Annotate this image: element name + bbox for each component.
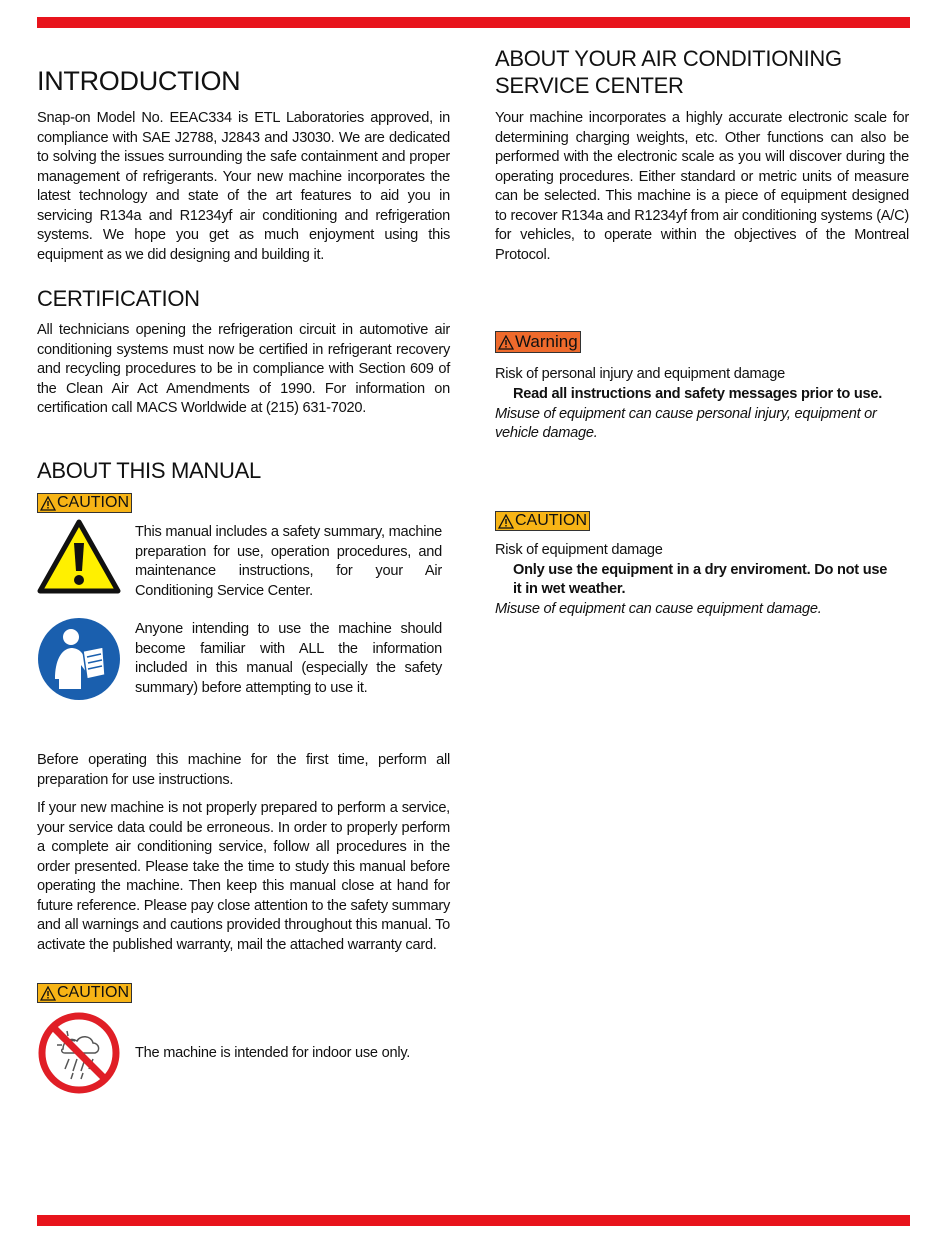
- warning-action-text: Read all instructions and safety messages prior to use.: [513, 386, 883, 402]
- bottom-red-bar: [37, 1215, 910, 1226]
- about-manual-heading: ABOUT THIS MANUAL: [37, 458, 261, 483]
- service-center-heading-line-2: SERVICE CENTER: [495, 73, 684, 98]
- warning-risk-text: Risk of personal injury and equipment damage: [495, 366, 785, 382]
- indoor-use-text: The machine is intended for indoor use only.: [135, 1045, 411, 1061]
- warning-triangle-icon: [498, 335, 514, 350]
- read-manual-icon: [37, 617, 121, 701]
- warning-badge: [495, 331, 581, 353]
- no-rain-icon: [37, 1011, 121, 1095]
- caution-label: CAUTION: [57, 494, 129, 511]
- caution-badge: [37, 493, 132, 513]
- before-operating-text: Before operating this machine for the first time, perform all preparation for use instructions.: [37, 752, 450, 788]
- certification-text: All technicians opening the refrigeration circuit in automotive air conditioning systems must now be certified in refrigerant recovery and recycling procedures to be in compliance with Section 609 of the Clean Air Act Amendments of 1990. For information on certification call MACS Worldwide at (215) 631-7020.: [37, 322, 450, 416]
- certification-heading: CERTIFICATION: [37, 286, 200, 311]
- warning-triangle-icon: [40, 986, 56, 1001]
- caution-badge: [37, 983, 132, 1003]
- caution-label: CAUTION: [57, 984, 129, 1001]
- service-center-heading-line-1: ABOUT YOUR AIR CONDITIONING: [495, 46, 842, 71]
- warning-triangle-icon: [40, 496, 56, 511]
- warning-label: Warning: [515, 332, 578, 351]
- caution-risk-text: Risk of equipment damage: [495, 542, 663, 558]
- introduction-text: Snap-on Model No. EEAC334 is ETL Laboratories approved, in compliance with SAE J2788, J2843 and J3030. We are dedicated to solving the issues surrounding the safe containment and proper management of refrigerants. Your new machine incorporates the latest technology and state of the art features to aid you in servicing R134a and R1234yf air conditioning and refrigeration systems. We hope you get as much enjoyment using this equipment as we did designing and building it.: [37, 110, 450, 263]
- preparation-text: If your new machine is not properly prepared to perform a service, your service data could be erroneous. In order to properly perform a complete air conditioning service, follow all procedures in the order presented. Please take the time to study this manual before operating the machine. Then keep this manual close at hand for future reference. Please pay close attention to the safety summary and all warnings and cautions provided throughout this manual. To activate the published warranty, mail the attached warranty card.: [37, 800, 450, 953]
- introduction-heading: INTRODUCTION: [37, 66, 241, 96]
- caution-label: CAUTION: [515, 512, 587, 529]
- warning-consequence-text: Misuse of equipment can cause personal injury, equipment or: [495, 406, 877, 422]
- top-red-bar: [37, 17, 910, 28]
- caution-action-text: it in wet weather.: [513, 581, 626, 597]
- warning-triangle-icon: [37, 519, 121, 595]
- warning-consequence-text: vehicle damage.: [495, 425, 598, 441]
- manual-item-text: This manual includes a safety summary, machine preparation for use, operation procedures, and maintenance instructions, for your Air Conditioning Service Center.: [135, 524, 442, 599]
- service-center-text: Your machine incorporates a highly accurate electronic scale for determining charging weights, etc. Other functions can also be performed with the electronic scale as you will discover during the operating procedures. Either standard or metric units of measure can be selected. This machine is a piece of equipment designed to recover R134a and R1234yf from air conditioning systems (A/C) for vehicles, to operate within the objectives of the Montreal Protocol.: [495, 110, 909, 263]
- warning-triangle-icon: [498, 514, 514, 529]
- caution-consequence-text: Misuse of equipment can cause equipment damage.: [495, 601, 822, 617]
- manual-item-text: Anyone intending to use the machine should become familiar with ALL the information included in this manual (especially the safety summary) before attempting to use it.: [135, 621, 442, 696]
- caution-badge: [495, 511, 590, 531]
- caution-action-text: Only use the equipment in a dry enviroment. Do not use: [513, 562, 888, 578]
